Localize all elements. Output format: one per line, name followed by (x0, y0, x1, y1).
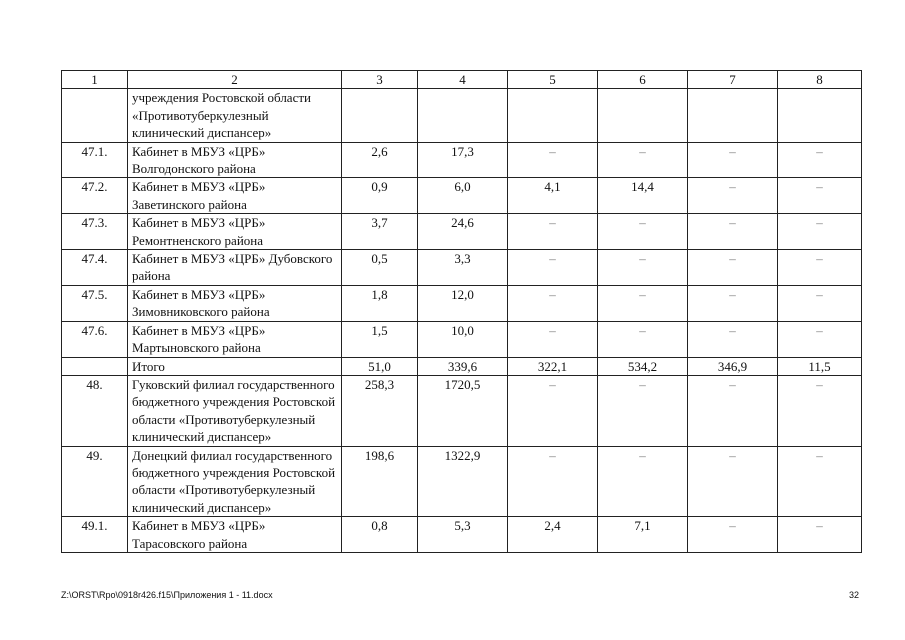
value-cell: – (598, 446, 688, 517)
table-row (62, 375, 862, 446)
row-name-cell: Кабинет в МБУЗ «ЦРБ» Зимовниковского района (128, 285, 342, 321)
value-cell (418, 89, 508, 142)
value-cell: – (598, 214, 688, 250)
value-cell: – (598, 321, 688, 357)
value-cell: – (598, 250, 688, 286)
table-row (62, 285, 862, 321)
value-cell: 1720,5 (418, 375, 508, 446)
value-cell: – (508, 321, 598, 357)
value-cell: 1,5 (342, 321, 418, 357)
row-number-cell (62, 89, 128, 142)
value-cell: – (688, 321, 778, 357)
row-number-cell: 47.2. (62, 178, 128, 214)
row-name-cell: Итого (128, 357, 342, 375)
data-table (61, 70, 862, 553)
row-name-cell: Кабинет в МБУЗ «ЦРБ» Заветинского района (128, 178, 342, 214)
row-number-cell: 47.3. (62, 214, 128, 250)
value-cell: – (778, 214, 862, 250)
value-cell: 17,3 (418, 142, 508, 178)
row-number-cell: 49. (62, 446, 128, 517)
value-cell: – (508, 375, 598, 446)
row-number-cell: 47.6. (62, 321, 128, 357)
row-name-cell: Кабинет в МБУЗ «ЦРБ» Волгодонского района (128, 142, 342, 178)
header-cell: 6 (598, 71, 688, 89)
row-name-cell: Кабинет в МБУЗ «ЦРБ» Ремонтненского района (128, 214, 342, 250)
table-row (62, 250, 862, 286)
value-cell: 0,5 (342, 250, 418, 286)
value-cell: 322,1 (508, 357, 598, 375)
value-cell: 198,6 (342, 446, 418, 517)
value-cell: 1322,9 (418, 446, 508, 517)
value-cell: – (778, 142, 862, 178)
row-name-cell: Кабинет в МБУЗ «ЦРБ» Тарасовского района (128, 517, 342, 553)
value-cell: 5,3 (418, 517, 508, 553)
value-cell: – (778, 375, 862, 446)
value-cell: – (778, 446, 862, 517)
value-cell: – (598, 285, 688, 321)
value-cell: – (688, 446, 778, 517)
value-cell: 2,6 (342, 142, 418, 178)
value-cell: – (508, 214, 598, 250)
value-cell: 4,1 (508, 178, 598, 214)
value-cell: – (508, 142, 598, 178)
value-cell: 534,2 (598, 357, 688, 375)
table-header-row (62, 71, 862, 89)
value-cell: – (778, 178, 862, 214)
value-cell: 346,9 (688, 357, 778, 375)
header-cell: 5 (508, 71, 598, 89)
value-cell: – (688, 250, 778, 286)
value-cell: 14,4 (598, 178, 688, 214)
value-cell: 3,7 (342, 214, 418, 250)
table-row (62, 214, 862, 250)
value-cell: – (688, 517, 778, 553)
value-cell: – (688, 214, 778, 250)
value-cell (778, 89, 862, 142)
row-name-cell: Донецкий филиал государственного бюджетного учреждения Ростовской области «Противотуберкулезный клинический диспансер» (128, 446, 342, 517)
value-cell (508, 89, 598, 142)
value-cell: – (508, 446, 598, 517)
value-cell: – (508, 250, 598, 286)
row-name-cell: Кабинет в МБУЗ «ЦРБ» Дубовского района (128, 250, 342, 286)
value-cell (342, 89, 418, 142)
table-row (62, 89, 862, 142)
row-number-cell (62, 357, 128, 375)
table-row (62, 321, 862, 357)
value-cell: 11,5 (778, 357, 862, 375)
header-cell: 4 (418, 71, 508, 89)
row-number-cell: 49.1. (62, 517, 128, 553)
value-cell (598, 89, 688, 142)
row-name-cell: Гуковский филиал государственного бюджетного учреждения Ростовской области «Противотуберкулезный клинический диспансер» (128, 375, 342, 446)
row-number-cell: 47.4. (62, 250, 128, 286)
value-cell: 51,0 (342, 357, 418, 375)
value-cell: 3,3 (418, 250, 508, 286)
row-number-cell: 48. (62, 375, 128, 446)
table-row (62, 517, 862, 553)
footer-file-path: Z:\ORST\Rpo\0918r426.f15\Приложения 1 - 11.docx (61, 590, 273, 600)
page-number: 32 (848, 590, 859, 600)
row-number-cell: 47.1. (62, 142, 128, 178)
value-cell: 6,0 (418, 178, 508, 214)
table-row (62, 178, 862, 214)
header-cell: 1 (62, 71, 128, 89)
value-cell: 339,6 (418, 357, 508, 375)
table-row (62, 357, 862, 375)
value-cell: 0,8 (342, 517, 418, 553)
value-cell: 24,6 (418, 214, 508, 250)
value-cell: 0,9 (342, 178, 418, 214)
header-cell: 3 (342, 71, 418, 89)
header-cell: 7 (688, 71, 778, 89)
row-name-cell: Кабинет в МБУЗ «ЦРБ» Мартыновского района (128, 321, 342, 357)
table-row (62, 446, 862, 517)
value-cell: – (688, 285, 778, 321)
value-cell: 12,0 (418, 285, 508, 321)
value-cell: 10,0 (418, 321, 508, 357)
header-cell: 2 (128, 71, 342, 89)
row-number-cell: 47.5. (62, 285, 128, 321)
table-row (62, 142, 862, 178)
value-cell: – (688, 142, 778, 178)
row-name-cell: учреждения Ростовской области «Противотуберкулезный клинический диспансер» (128, 89, 342, 142)
value-cell: – (778, 517, 862, 553)
value-cell: – (508, 285, 598, 321)
value-cell: – (688, 375, 778, 446)
value-cell: – (598, 142, 688, 178)
value-cell: 258,3 (342, 375, 418, 446)
value-cell (688, 89, 778, 142)
header-cell: 8 (778, 71, 862, 89)
value-cell: – (778, 285, 862, 321)
value-cell: – (688, 178, 778, 214)
value-cell: 2,4 (508, 517, 598, 553)
value-cell: – (778, 321, 862, 357)
value-cell: – (778, 250, 862, 286)
value-cell: 1,8 (342, 285, 418, 321)
value-cell: 7,1 (598, 517, 688, 553)
value-cell: – (598, 375, 688, 446)
